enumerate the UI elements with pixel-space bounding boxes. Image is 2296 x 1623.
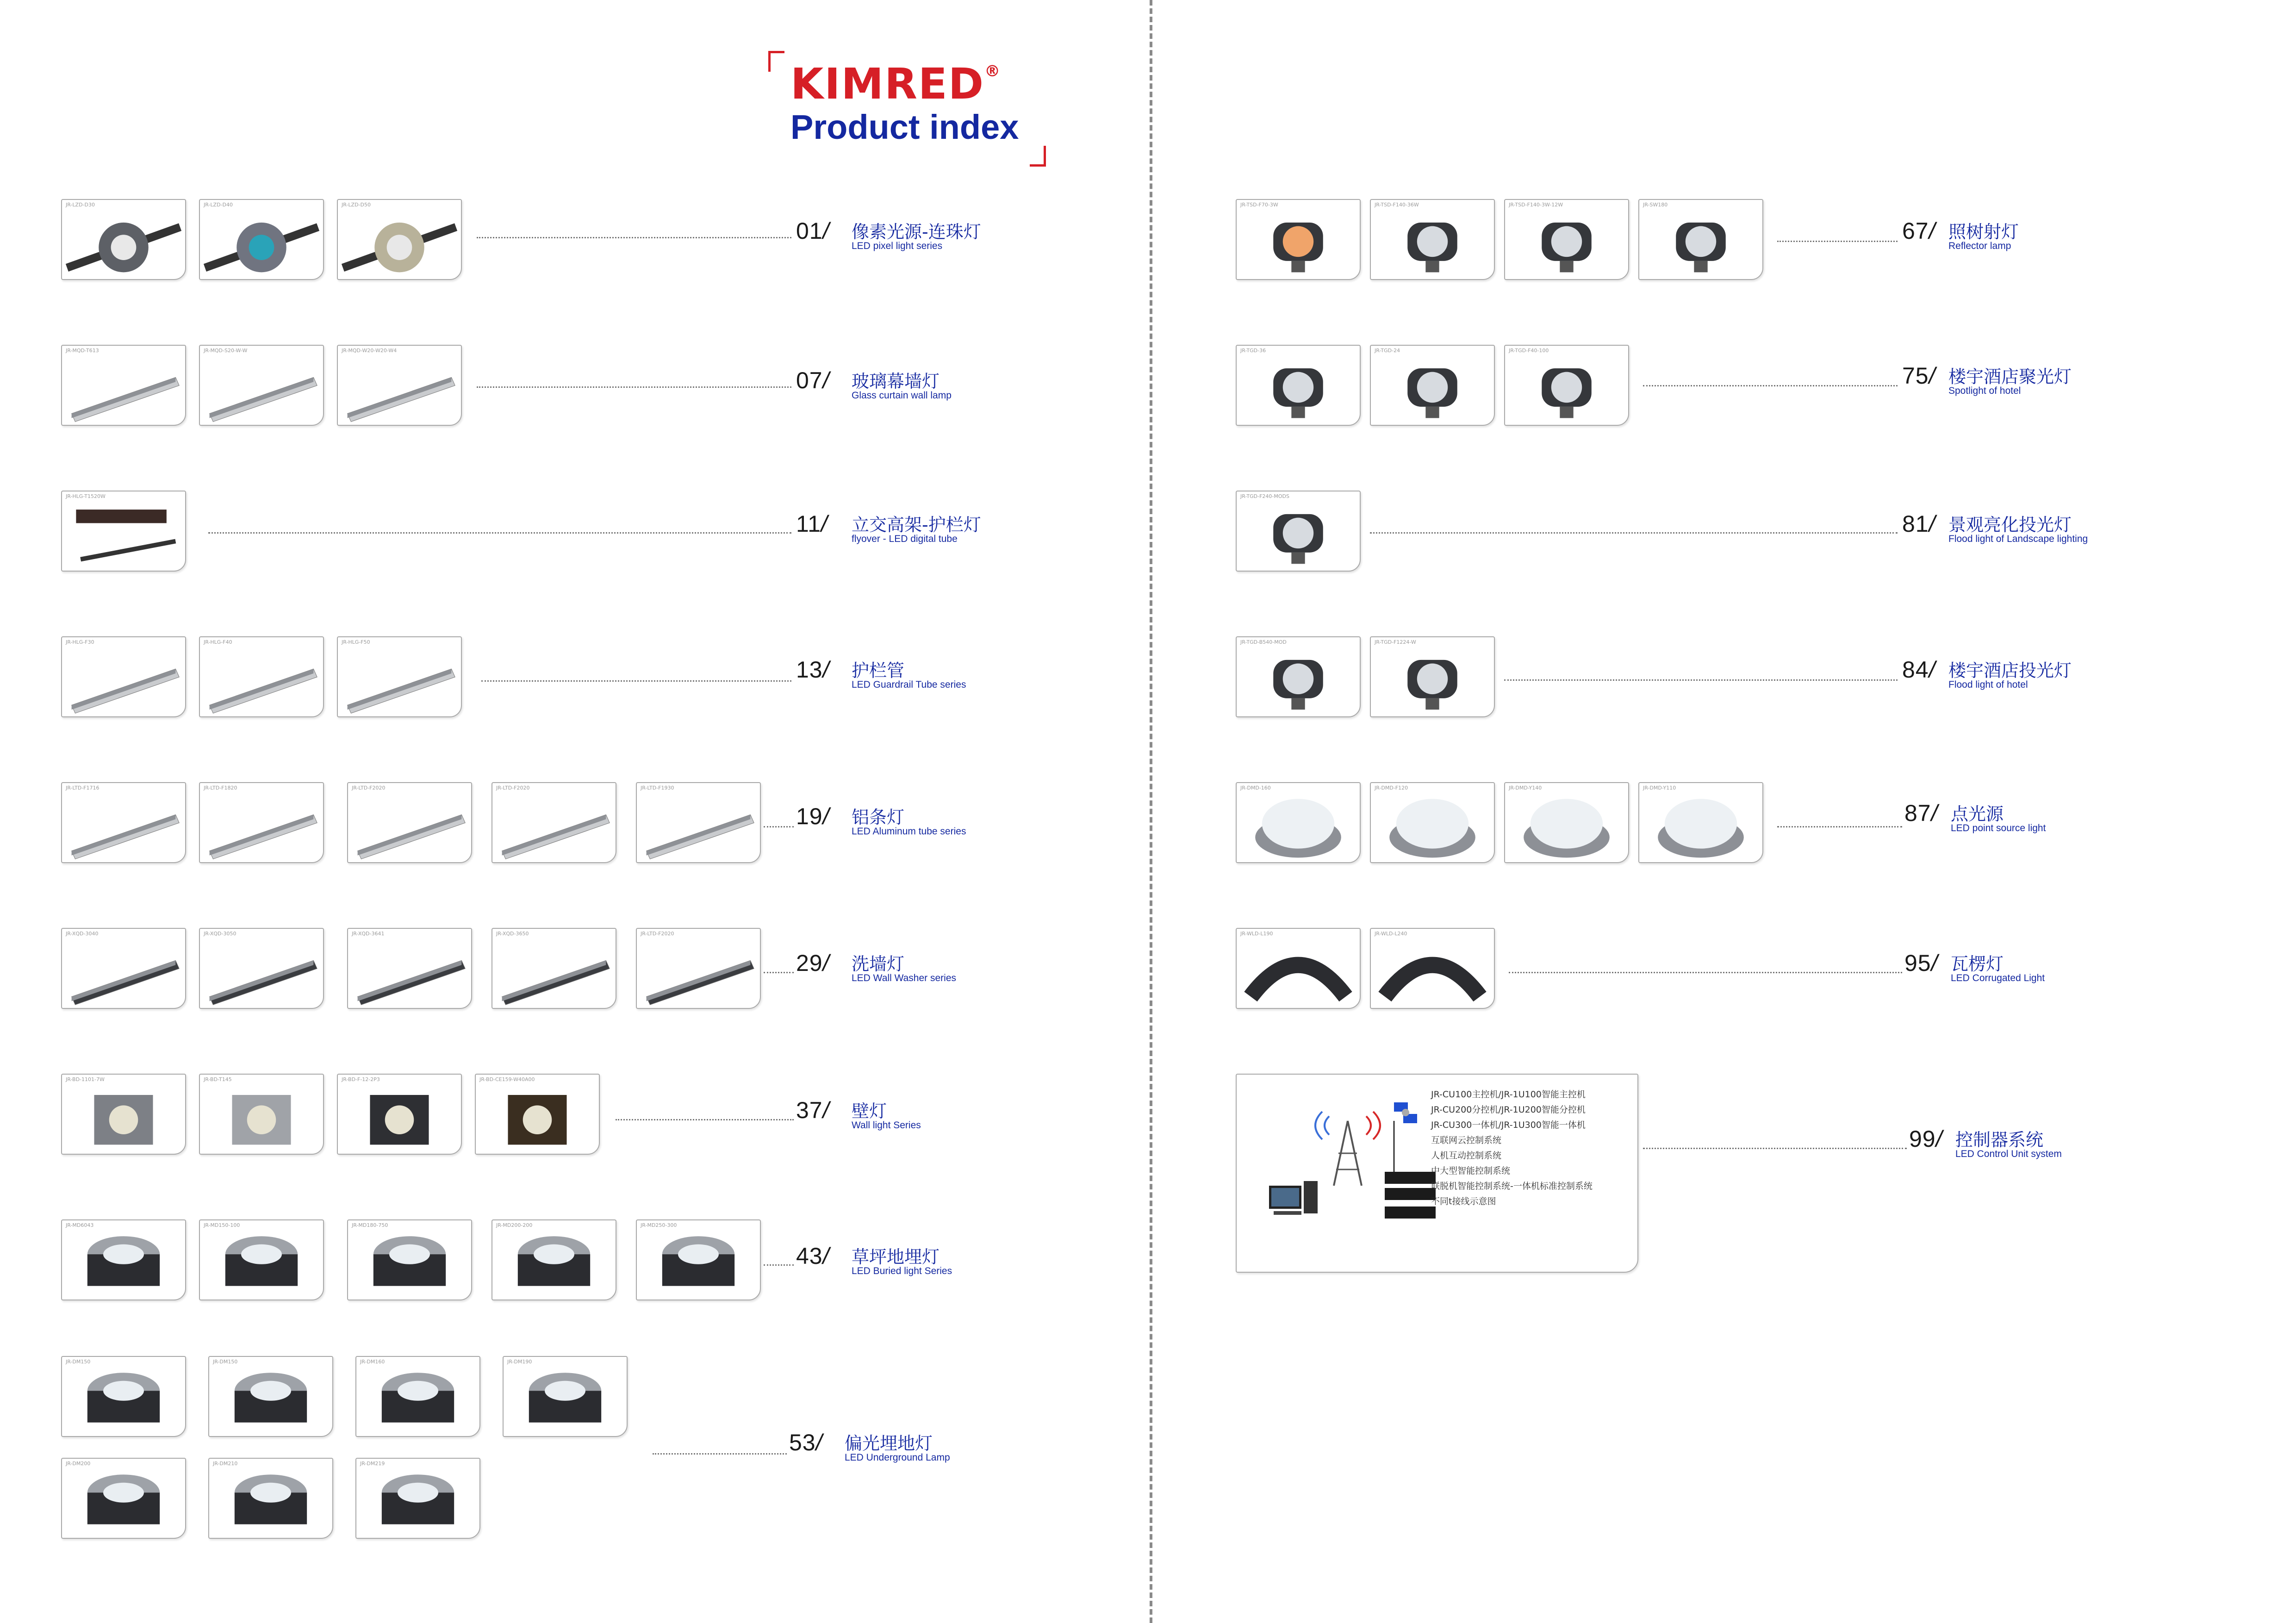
product-image xyxy=(1371,637,1494,716)
page-number-value: 01 xyxy=(796,218,823,244)
page-divider xyxy=(1150,0,1152,1623)
slash-separator: / xyxy=(1931,950,1938,976)
product-image xyxy=(338,346,461,425)
product-image xyxy=(348,929,471,1008)
leader-dots xyxy=(1643,385,1898,386)
product-image xyxy=(1371,200,1494,279)
product-code: JR-TSD-F140-36W xyxy=(1375,202,1419,208)
category-title-en: LED Aluminum tube series xyxy=(852,826,966,837)
product-image xyxy=(504,1357,627,1436)
product-code: JR-MD180-750 xyxy=(352,1222,388,1228)
leader-dots xyxy=(1777,241,1898,242)
product-image xyxy=(200,637,323,716)
control-system-line: JR-CU100主控机/JR-1U100智能主控机 xyxy=(1431,1089,1586,1100)
product-image xyxy=(1639,783,1762,862)
category-title-en: LED Control Unit system xyxy=(1955,1149,2062,1159)
product-card[interactable] xyxy=(199,1074,324,1155)
page-number[interactable] xyxy=(1902,510,1936,537)
product-card[interactable] xyxy=(61,1074,186,1155)
product-image xyxy=(1237,783,1360,862)
product-card[interactable] xyxy=(1236,928,1361,1009)
product-card[interactable] xyxy=(1236,636,1361,717)
page-number[interactable] xyxy=(796,656,830,683)
product-code: JR-TGD-24 xyxy=(1375,348,1400,354)
category-title-zh[interactable]: 楼宇酒店聚光灯 xyxy=(1948,367,2072,387)
product-code: JR-BD-CE159-W40A00 xyxy=(479,1076,535,1082)
product-image xyxy=(1237,929,1360,1008)
control-system-line: 中大型智能控制系统 xyxy=(1431,1166,1511,1176)
page-number-value: 11 xyxy=(796,511,821,537)
slash-separator: / xyxy=(1929,657,1936,683)
category-title-en: LED Guardrail Tube series xyxy=(852,679,966,690)
product-code: JR-MD200-200 xyxy=(496,1222,533,1228)
page-number[interactable] xyxy=(789,1429,823,1456)
product-card[interactable] xyxy=(61,1458,186,1539)
product-code: JR-LZD-D40 xyxy=(204,202,233,208)
product-image xyxy=(1505,346,1628,425)
product-card[interactable] xyxy=(199,782,324,863)
slash-separator: / xyxy=(1931,800,1938,826)
page-number-value: 67 xyxy=(1902,218,1929,244)
category-title-zh[interactable]: 护栏管 xyxy=(852,660,905,681)
product-image xyxy=(356,1459,479,1538)
product-card[interactable] xyxy=(347,1219,472,1300)
product-image xyxy=(62,783,185,862)
product-code: JR-TGD-F1224-W xyxy=(1375,639,1416,645)
product-image xyxy=(476,1075,599,1154)
product-code: JR-BD-T145 xyxy=(204,1076,232,1082)
product-code: JR-DM219 xyxy=(360,1461,385,1467)
page-number-value: 84 xyxy=(1902,657,1929,683)
product-card[interactable] xyxy=(337,636,462,717)
page-number[interactable] xyxy=(796,1243,830,1269)
product-code: JR-HLG-F30 xyxy=(66,639,94,645)
leader-dots xyxy=(764,826,794,827)
category-title-en: LED Buried light Series xyxy=(852,1266,952,1276)
control-system-line: 联脱机智能控制系统-一体机标准控制系统 xyxy=(1431,1181,1593,1191)
product-card[interactable] xyxy=(61,1356,186,1437)
product-code: JR-XQD-3040 xyxy=(66,931,99,937)
product-image xyxy=(1237,200,1360,279)
slash-separator: / xyxy=(822,1243,830,1269)
product-card[interactable] xyxy=(347,782,472,863)
product-code: JR-DMD-Y110 xyxy=(1643,785,1676,791)
product-card[interactable] xyxy=(355,1356,480,1437)
product-image xyxy=(492,783,616,862)
product-image xyxy=(1371,929,1494,1008)
leader-dots xyxy=(477,237,791,238)
category-title-zh[interactable]: 瓦楞灯 xyxy=(1951,954,2004,974)
product-code: JR-MD150-100 xyxy=(204,1222,240,1228)
product-card[interactable] xyxy=(503,1356,628,1437)
product-card[interactable] xyxy=(61,345,186,426)
category-title-zh[interactable]: 偏光埋地灯 xyxy=(845,1433,933,1454)
leader-dots xyxy=(764,1264,794,1266)
product-image xyxy=(200,1220,323,1300)
product-code: JR-DM200 xyxy=(66,1461,91,1467)
slash-separator: / xyxy=(1935,1126,1943,1152)
product-card[interactable] xyxy=(636,928,761,1009)
product-card[interactable] xyxy=(61,928,186,1009)
slash-separator: / xyxy=(822,367,830,393)
product-card[interactable] xyxy=(337,1074,462,1155)
product-card[interactable] xyxy=(199,1219,324,1300)
product-card[interactable] xyxy=(347,928,472,1009)
product-code: JR-XQD-3641 xyxy=(352,931,385,937)
product-card[interactable] xyxy=(61,636,186,717)
category-title-zh[interactable]: 洗墙灯 xyxy=(852,954,905,974)
page-number-value: 53 xyxy=(789,1430,816,1455)
product-image xyxy=(200,200,323,279)
product-card[interactable] xyxy=(492,1219,616,1300)
category-title-zh[interactable]: 控制器系统 xyxy=(1955,1130,2044,1150)
product-card[interactable] xyxy=(199,636,324,717)
product-image xyxy=(62,1075,185,1154)
product-card[interactable] xyxy=(1504,782,1629,863)
product-code: JR-TGD-B540-MOD xyxy=(1240,639,1287,645)
page-number-value: 07 xyxy=(796,367,823,393)
product-code: JR-DMD-Y140 xyxy=(1509,785,1542,791)
page-number[interactable] xyxy=(1902,362,1936,389)
page-number[interactable] xyxy=(796,510,828,537)
product-code: JR-XQD-3650 xyxy=(496,931,529,937)
product-card[interactable] xyxy=(1370,782,1495,863)
control-system-line: 互联网云控制系统 xyxy=(1431,1135,1502,1145)
product-card[interactable] xyxy=(1236,199,1361,280)
category-title-en: Reflector lamp xyxy=(1948,241,2011,251)
leader-dots xyxy=(1370,532,1898,534)
page-number[interactable] xyxy=(1904,800,1938,827)
product-code: JR-SW180 xyxy=(1643,202,1668,208)
product-image xyxy=(1237,637,1360,716)
product-code: JR-TGD-F240-MODS xyxy=(1240,493,1289,499)
product-card[interactable] xyxy=(61,199,186,280)
page-number[interactable] xyxy=(796,803,830,830)
product-code: JR-HLG-F40 xyxy=(204,639,232,645)
product-code: JR-LZD-D30 xyxy=(66,202,95,208)
slash-separator: / xyxy=(822,657,830,683)
leader-dots xyxy=(1777,826,1902,827)
product-card[interactable] xyxy=(199,199,324,280)
page-number-value: 13 xyxy=(796,657,823,683)
category-title-en: Flood light of Landscape lighting xyxy=(1948,534,2088,544)
product-image xyxy=(1505,783,1628,862)
product-image xyxy=(338,200,461,279)
product-image xyxy=(209,1357,332,1436)
page-number[interactable] xyxy=(1902,656,1936,683)
product-code: JR-TGD-36 xyxy=(1240,348,1266,354)
category-title-en: flyover - LED digital tube xyxy=(852,534,958,544)
product-code: JR-DM150 xyxy=(66,1359,91,1365)
product-card[interactable] xyxy=(1638,782,1763,863)
product-image xyxy=(637,783,760,862)
product-code: JR-MQD-W20-W20-W4 xyxy=(342,348,397,354)
category-title-zh[interactable]: 铝条灯 xyxy=(852,807,905,827)
page-number-value: 43 xyxy=(796,1243,823,1269)
product-card[interactable] xyxy=(1370,345,1495,426)
corner-mark-bottom-right xyxy=(1030,146,1046,167)
product-image xyxy=(200,783,323,862)
product-code: JR-MD250-300 xyxy=(641,1222,677,1228)
category-title-zh[interactable]: 点光源 xyxy=(1951,804,2004,824)
product-code: JR-HLG-F50 xyxy=(342,639,370,645)
leader-dots xyxy=(653,1453,787,1455)
slash-separator: / xyxy=(822,218,830,244)
product-code: JR-DM210 xyxy=(213,1461,238,1467)
product-code: JR-LTD-F1930 xyxy=(641,785,674,791)
page-number[interactable] xyxy=(1904,950,1938,976)
product-card[interactable] xyxy=(1370,636,1495,717)
category-title-en: Spotlight of hotel xyxy=(1948,386,2021,396)
product-card[interactable] xyxy=(492,928,616,1009)
product-card[interactable] xyxy=(199,928,324,1009)
product-image xyxy=(1505,200,1628,279)
control-system-line: 人机互动控制系统 xyxy=(1431,1150,1502,1161)
page-number[interactable] xyxy=(1902,218,1936,244)
leader-dots xyxy=(616,1119,794,1120)
slash-separator: / xyxy=(1929,511,1936,537)
product-card[interactable] xyxy=(1236,345,1361,426)
leader-dots xyxy=(1504,679,1898,681)
slash-separator: / xyxy=(822,1097,830,1123)
control-system-line: JR-CU300一体机/JR-1U300智能一体机 xyxy=(1431,1120,1586,1130)
product-code: JR-DM150 xyxy=(213,1359,238,1365)
network-diagram-icon xyxy=(1255,1093,1440,1232)
category-title-zh[interactable]: 草坪地埋灯 xyxy=(852,1247,940,1267)
page-number-value: 29 xyxy=(796,950,823,976)
product-image xyxy=(1639,200,1762,279)
product-card[interactable] xyxy=(1370,928,1495,1009)
product-image xyxy=(637,1220,760,1300)
product-image xyxy=(1371,346,1494,425)
product-code: JR-DM160 xyxy=(360,1359,385,1365)
slash-separator: / xyxy=(815,1430,823,1455)
product-card[interactable] xyxy=(61,782,186,863)
page-number-value: 75 xyxy=(1902,363,1929,389)
page-number[interactable] xyxy=(796,367,830,394)
index-header xyxy=(768,51,1046,167)
category-title-en: LED pixel light series xyxy=(852,241,943,251)
category-title-en: LED Wall Washer series xyxy=(852,973,956,983)
product-image xyxy=(1371,783,1494,862)
product-code: JR-MD6043 xyxy=(66,1222,94,1228)
product-card[interactable] xyxy=(1638,199,1763,280)
product-card[interactable] xyxy=(61,1219,186,1300)
slash-separator: / xyxy=(1929,363,1936,389)
product-card[interactable] xyxy=(199,345,324,426)
product-card[interactable] xyxy=(1370,199,1495,280)
leader-dots xyxy=(208,532,791,534)
page-number-value: 99 xyxy=(1909,1126,1936,1152)
slash-separator: / xyxy=(1929,218,1936,244)
leader-dots xyxy=(1509,972,1902,973)
page-number-value: 19 xyxy=(796,803,823,829)
brand-logo: KIMRED® xyxy=(790,59,1002,109)
product-card[interactable] xyxy=(1236,782,1361,863)
category-title-zh[interactable]: 景观亮化投光灯 xyxy=(1948,515,2072,535)
product-code: JR-BD-F-12-2P3 xyxy=(342,1076,380,1082)
category-title-en: Wall light Series xyxy=(852,1120,921,1131)
product-image xyxy=(338,1075,461,1154)
product-code: JR-MQD-S20-W-W xyxy=(204,348,248,354)
category-title-en: Glass curtain wall lamp xyxy=(852,390,952,401)
product-image xyxy=(62,491,185,571)
category-title-zh[interactable]: 像素光源-连珠灯 xyxy=(852,222,981,242)
leader-dots xyxy=(1643,1148,1907,1149)
product-code: JR-BD-1101-7W xyxy=(66,1076,105,1082)
product-code: JR-MQD-T613 xyxy=(66,348,99,354)
product-card[interactable] xyxy=(337,345,462,426)
product-image xyxy=(62,929,185,1008)
control-system-line: JR-CU200分控机/JR-1U200智能分控机 xyxy=(1431,1105,1586,1115)
product-image xyxy=(62,637,185,716)
product-code: JR-LTD-F1716 xyxy=(66,785,100,791)
product-code: JR-TSD-F140-3W-12W xyxy=(1509,202,1563,208)
category-title-en: LED Corrugated Light xyxy=(1951,973,2045,983)
product-code: JR-LTD-F2020 xyxy=(352,785,386,791)
product-image xyxy=(356,1357,479,1436)
product-card[interactable] xyxy=(61,491,186,572)
product-image xyxy=(62,1357,185,1436)
product-image xyxy=(1237,491,1360,571)
page-number-value: 95 xyxy=(1904,950,1931,976)
page-number[interactable] xyxy=(796,1097,830,1124)
category-title-zh[interactable]: 壁灯 xyxy=(852,1101,887,1121)
product-card[interactable] xyxy=(636,1219,761,1300)
product-image xyxy=(62,1459,185,1538)
product-card[interactable] xyxy=(337,199,462,280)
product-image xyxy=(492,1220,616,1300)
product-image xyxy=(348,1220,471,1300)
category-title-en: LED Underground Lamp xyxy=(845,1452,950,1463)
product-image xyxy=(1237,346,1360,425)
slash-separator: / xyxy=(822,803,830,829)
product-code: JR-TSD-F70-3W xyxy=(1240,202,1278,208)
product-card[interactable] xyxy=(636,782,761,863)
product-image xyxy=(492,929,616,1008)
product-card[interactable] xyxy=(1236,491,1361,572)
page-number[interactable] xyxy=(1909,1126,1943,1152)
product-card[interactable] xyxy=(492,782,616,863)
product-image xyxy=(338,637,461,716)
page-number-value: 87 xyxy=(1904,800,1931,826)
product-code: JR-HLG-T1520W xyxy=(66,493,106,499)
product-card[interactable] xyxy=(1504,199,1629,280)
product-image xyxy=(62,346,185,425)
product-card[interactable] xyxy=(208,1356,333,1437)
product-code: JR-TGD-F40-100 xyxy=(1509,348,1549,354)
product-image xyxy=(200,346,323,425)
page-number[interactable] xyxy=(796,218,830,244)
product-code: JR-DMD-F120 xyxy=(1375,785,1408,791)
product-code: JR-WLD-L190 xyxy=(1240,931,1273,937)
product-code: JR-LZD-D50 xyxy=(342,202,371,208)
product-card[interactable] xyxy=(355,1458,480,1539)
leader-dots xyxy=(764,972,794,973)
category-title-zh[interactable]: 玻璃幕墙灯 xyxy=(852,371,940,392)
product-card[interactable] xyxy=(475,1074,600,1155)
category-title-zh[interactable]: 立交高架-护栏灯 xyxy=(852,515,981,535)
category-title-zh[interactable]: 照树射灯 xyxy=(1948,222,2019,242)
page-number[interactable] xyxy=(796,950,830,976)
product-code: JR-DM190 xyxy=(507,1359,532,1365)
page-number-value: 37 xyxy=(796,1097,823,1123)
product-image xyxy=(209,1459,332,1538)
slash-separator: / xyxy=(822,950,830,976)
control-system-line: 不同t接线示意图 xyxy=(1431,1196,1496,1206)
control-system-panel[interactable] xyxy=(1236,1074,1638,1273)
product-code: JR-XQD-3050 xyxy=(204,931,236,937)
product-image xyxy=(62,200,185,279)
product-code: JR-LTD-F2020 xyxy=(496,785,530,791)
product-code: JR-LTD-F1820 xyxy=(204,785,237,791)
product-image xyxy=(200,929,323,1008)
product-code: JR-DMD-160 xyxy=(1240,785,1271,791)
slash-separator: / xyxy=(821,511,828,537)
product-image xyxy=(637,929,760,1008)
page-number-value: 81 xyxy=(1902,511,1929,537)
product-image xyxy=(200,1075,323,1154)
product-card[interactable] xyxy=(208,1458,333,1539)
product-image xyxy=(62,1220,185,1300)
leader-dots xyxy=(481,680,791,682)
product-card[interactable] xyxy=(1504,345,1629,426)
corner-mark-top-left xyxy=(768,51,784,72)
page-title: Product index xyxy=(790,108,1019,146)
product-image xyxy=(348,783,471,862)
product-code: JR-WLD-L240 xyxy=(1375,931,1407,937)
category-title-en: LED point source light xyxy=(1951,823,2046,833)
leader-dots xyxy=(477,386,791,388)
product-code: JR-LTD-F2020 xyxy=(641,931,674,937)
category-title-zh[interactable]: 楼宇酒店投光灯 xyxy=(1948,660,2072,681)
category-title-en: Flood light of hotel xyxy=(1948,679,2028,690)
